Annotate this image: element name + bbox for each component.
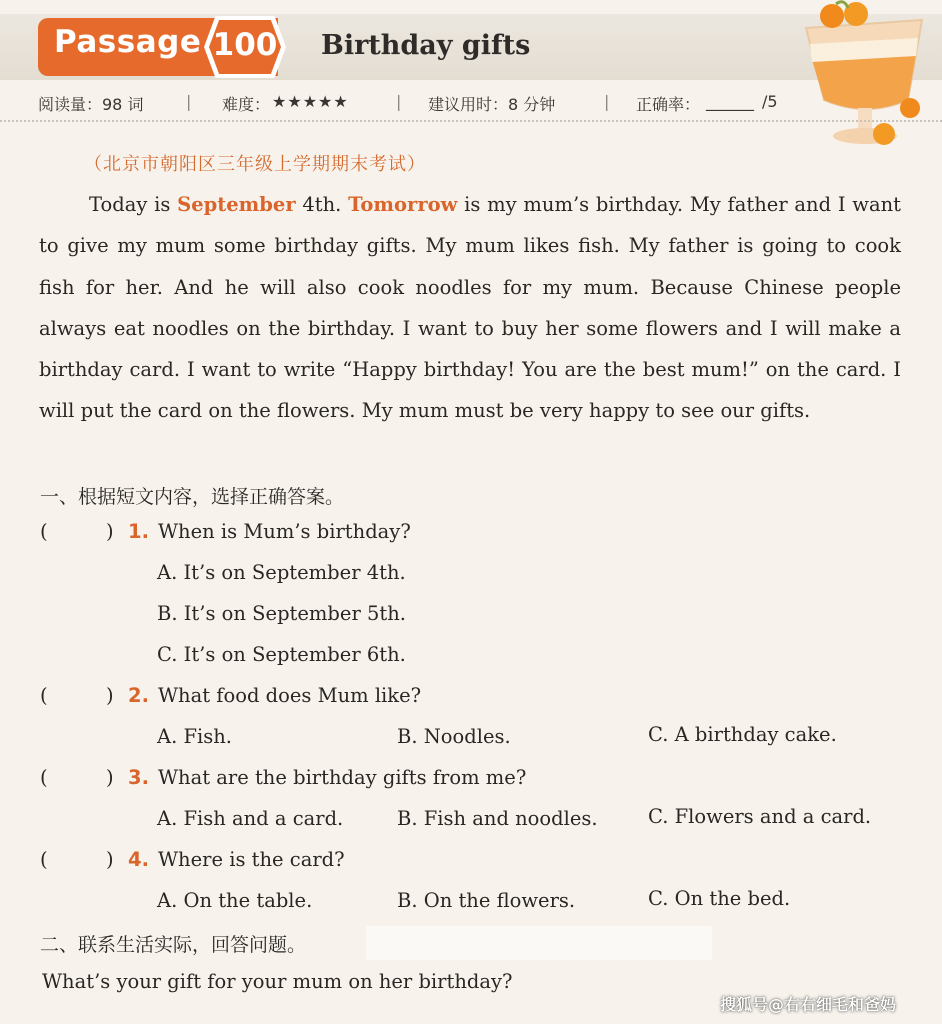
- difficulty-stars: ★★★★★: [272, 92, 349, 111]
- answer-paren-open[interactable]: (: [40, 766, 48, 789]
- passage-number: 100: [212, 27, 278, 63]
- meta-separator: |: [604, 92, 610, 111]
- answer-paren-open[interactable]: (: [40, 848, 48, 871]
- answer-paren-open[interactable]: (: [40, 684, 48, 707]
- meta-row: [38, 92, 798, 116]
- option-c: C. It’s on September 6th.: [157, 643, 406, 666]
- option-c: C. Flowers and a card.: [648, 805, 872, 828]
- highlight-word: September: [177, 193, 296, 216]
- answer-area[interactable]: [366, 926, 712, 960]
- option-b: B. Noodles.: [397, 725, 511, 748]
- question-text: When is Mum’s birthday?: [158, 520, 411, 543]
- watermark: 搜狐号@右右细毛和爸妈: [720, 995, 897, 1014]
- page-title: Birthday gifts: [321, 30, 531, 61]
- open-question: What’s your gift for your mum on her birthday?: [42, 970, 513, 993]
- header-divider: [0, 120, 942, 122]
- accuracy-label: 正确率：: [636, 95, 701, 114]
- accuracy-total: /5: [762, 92, 778, 111]
- highlight-word: Tomorrow: [348, 193, 458, 216]
- source-note: （北京市朝阳区三年级上学期期末考试）: [84, 154, 426, 175]
- question-text: Where is the card?: [158, 848, 345, 871]
- option-b: B. It’s on September 5th.: [157, 602, 406, 625]
- question-number: 4.: [128, 848, 149, 871]
- answer-paren-close: ): [106, 520, 114, 543]
- question-2: [40, 684, 900, 714]
- question-text: What are the birthday gifts from me?: [158, 766, 527, 789]
- meta-separator: |: [396, 92, 402, 111]
- answer-paren-close: ): [106, 766, 114, 789]
- suggested-time: 建议用时：8 分钟: [428, 95, 556, 114]
- option-a: A. It’s on September 4th.: [157, 561, 406, 584]
- passage-text: [39, 184, 901, 432]
- option-c: C. A birthday cake.: [648, 723, 837, 746]
- option-c: C. On the bed.: [648, 887, 791, 910]
- option-a: A. Fish.: [157, 725, 233, 748]
- question-3: [40, 766, 900, 796]
- question-text: What food does Mum like?: [158, 684, 422, 707]
- option-b: B. On the flowers.: [397, 889, 576, 912]
- question-number: 3.: [128, 766, 149, 789]
- difficulty-label: 难度：: [222, 95, 271, 114]
- option-a: A. Fish and a card.: [157, 807, 344, 830]
- section-1-title: 一、根据短文内容，选择正确答案。: [40, 486, 345, 508]
- passage-part: is my mum’s birthday. My father and I want to give my mum some birthday gifts. My mum likes fish. My father is going to cook fish for her. And he will also cook noodles for my mum. Because Chinese people always eat noodles on the birthday. I want to buy her some flowers and I will make a birthday card. I want to write “Happy birthday! You are the best mum!” on the card. I will put the card on the flowers. My mum must be very happy to see our gifts.: [39, 193, 901, 423]
- accuracy-blank: ______: [706, 92, 754, 111]
- passage-part: Today is: [89, 193, 178, 216]
- question-number: 1.: [128, 520, 149, 543]
- option-a: A. On the table.: [157, 889, 313, 912]
- option-b: B. Fish and noodles.: [397, 807, 598, 830]
- answer-paren-close: ): [106, 848, 114, 871]
- section-2-title: 二、联系生活实际，回答问题。: [40, 934, 307, 956]
- answer-paren-close: ): [106, 684, 114, 707]
- question-4: [40, 848, 900, 878]
- word-count: 阅读量：98 词: [38, 95, 144, 114]
- answer-paren-open[interactable]: (: [40, 520, 48, 543]
- dessert-cup-illustration: [796, 0, 936, 152]
- question-1: [40, 520, 900, 550]
- passage-part: 4th.: [295, 193, 349, 216]
- question-number: 2.: [128, 684, 149, 707]
- passage-label: Passage: [54, 24, 202, 60]
- meta-separator: |: [186, 92, 192, 111]
